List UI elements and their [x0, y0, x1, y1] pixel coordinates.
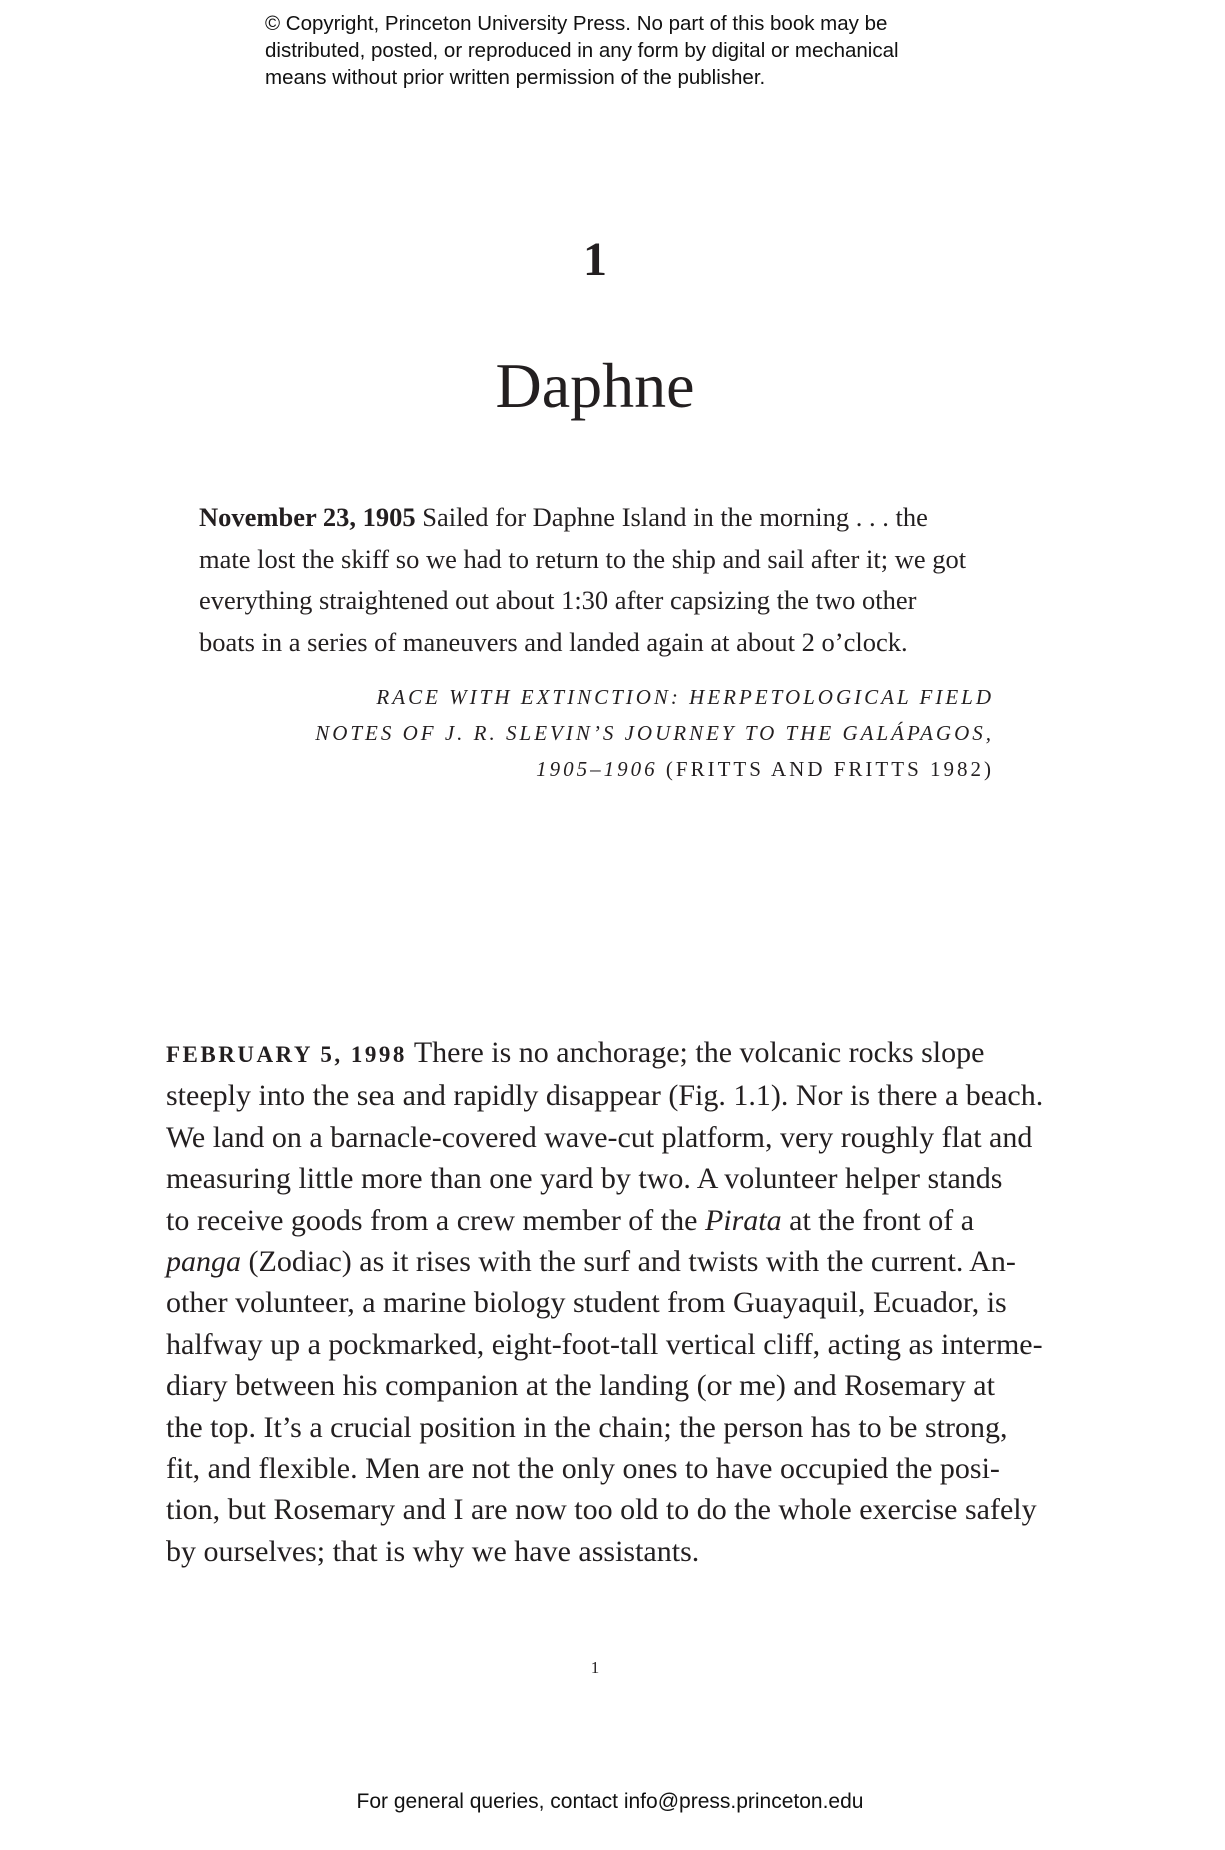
entry-date: FEBRUARY 5, 1998: [166, 1042, 407, 1067]
copyright-line: © Copyright, Princeton University Press. No part of this book may be: [265, 12, 888, 35]
copyright-line: distributed, posted, or reproduced in any form by digital or mechanical: [265, 39, 899, 62]
body-line: We land on a barnacle-covered wave-cut platform, very roughly flat and: [166, 1120, 1033, 1154]
epigraph-text: Sailed for Daphne Island in the morning . . . the: [415, 502, 928, 532]
epigraph-line: [199, 497, 999, 539]
attribution-line: [315, 679, 994, 715]
body-line: [166, 1241, 1038, 1282]
body-paragraph: [166, 1032, 1044, 1572]
body-line: halfway up a pockmarked, eight-foot-tall vertical cliff, acting as interme-: [166, 1327, 1043, 1361]
epigraph-line: mate lost the skiff so we had to return to the ship and sail after it; we got: [199, 543, 967, 574]
body-line: [166, 1032, 1038, 1075]
chapter-title: Daphne: [495, 350, 695, 421]
attribution-line: [315, 715, 994, 751]
body-text: (Zodiac) as it rises with the surf and twists with the current. An-: [241, 1245, 1016, 1279]
body-line: [166, 1200, 1038, 1241]
epigraph: [199, 497, 999, 663]
body-line: steeply into the sea and rapidly disappear (Fig. 1.1). Nor is there a beach.: [166, 1079, 1044, 1113]
attribution-line: [315, 751, 994, 787]
epigraph-attribution: [315, 679, 994, 787]
body-text: There is no anchorage; the volcanic rocks slope: [406, 1036, 985, 1069]
page-number: 1: [590, 1658, 600, 1677]
body-line: fit, and flexible. Men are not the only ones to have occupied the posi-: [166, 1452, 1000, 1486]
chapter-number: 1: [583, 233, 607, 286]
body-line: tion, but Rosemary and I are now too old to do the whole exercise safely: [166, 1493, 1037, 1527]
copyright-notice: [265, 10, 1025, 91]
body-text: to receive goods from a crew member of the: [166, 1203, 705, 1237]
body-line: the top. It’s a crucial position in the chain; the person has to be strong,: [166, 1410, 1008, 1444]
body-line: other volunteer, a marine biology student from Guayaquil, Ecuador, is: [166, 1286, 1007, 1320]
italic-term: panga: [166, 1245, 241, 1279]
footer-contact: For general queries, contact info@press.princeton.edu: [356, 1790, 864, 1813]
attribution-years: 1905–1906: [536, 757, 658, 781]
body-line: measuring little more than one yard by two. A volunteer helper stands: [166, 1162, 1003, 1196]
attribution-title: RACE WITH EXTINCTION: HERPETOLOGICAL FIELD: [376, 685, 994, 709]
boat-name: Pirata: [704, 1203, 782, 1237]
body-text: at the front of a: [781, 1203, 975, 1237]
body-line: by ourselves; that is why we have assistants.: [166, 1534, 700, 1568]
copyright-line: means without prior written permission of the publisher.: [265, 66, 766, 89]
attribution-title: NOTES OF J. R. SLEVIN’S JOURNEY TO THE GALÁPAGOS,: [315, 721, 994, 745]
epigraph-line: boats in a series of maneuvers and landed again at about 2 o’clock.: [199, 626, 908, 657]
attribution-source: (FRITTS AND FRITTS 1982): [657, 757, 994, 781]
epigraph-line: everything straightened out about 1:30 after capsizing the two other: [199, 585, 917, 615]
body-line: diary between his companion at the landing (or me) and Rosemary at: [166, 1369, 995, 1403]
epigraph-date: November 23, 1905: [199, 502, 416, 532]
